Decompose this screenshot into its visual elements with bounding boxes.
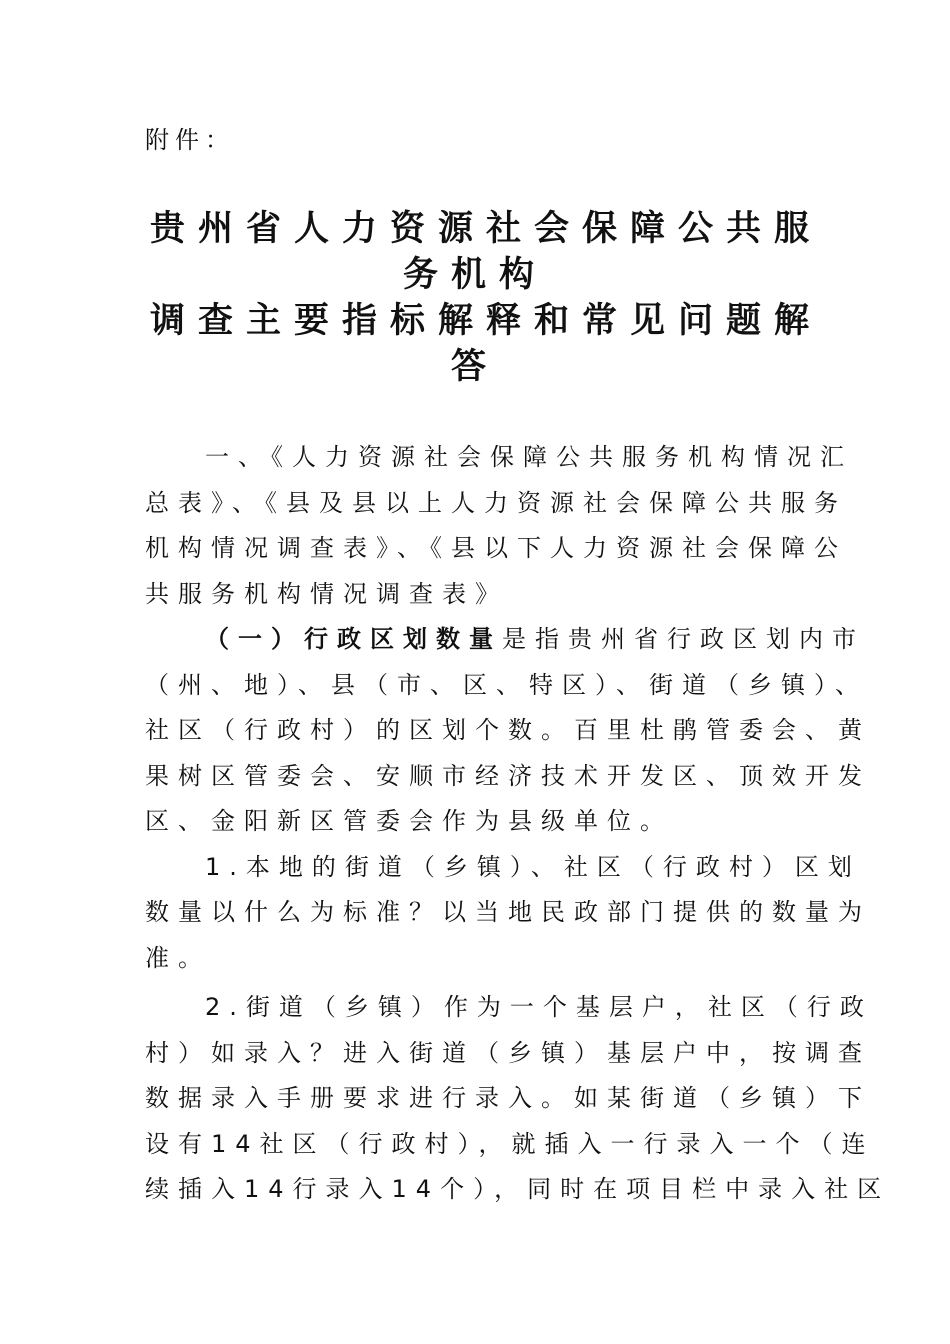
section-heading-line: 一、《人力资源社会保障公共服务机构情况汇 [205, 443, 853, 471]
paragraph-line: 社区（行政村）的区划个数。百里杜鹃管委会、黄 [145, 716, 871, 744]
section-heading-line: 共服务机构情况调查表》 [145, 579, 508, 608]
question-line: 准。 [145, 943, 211, 972]
question-line: 2.街道（乡镇）作为一个基层户，社区（行政 [205, 993, 873, 1021]
title-line: 调查主要指标解释和常见问题解 [150, 301, 823, 341]
document-body [145, 435, 891, 1213]
term-administrative-divisions: （一）行政区划数量 [205, 625, 502, 653]
question-line: 数据录入手册要求进行录入。如某街道（乡镇）下 [145, 1084, 871, 1112]
title-line: 务机构 [402, 255, 547, 295]
question-line: 村）如录入？进入街道（乡镇）基层户中，按调查 [145, 1038, 871, 1067]
section-heading-line: 总表》、《县及县以上人力资源社会保障公共服务 [145, 488, 847, 517]
paragraph-line [145, 617, 865, 663]
title-line: 答 [450, 347, 499, 387]
paragraph-line: 区、金阳新区管委会作为县级单位。 [145, 807, 673, 835]
question-line: 数量以什么为标准？以当地民政部门提供的数量为 [145, 898, 871, 926]
document-title [150, 206, 823, 390]
attachment-label: 附件： [145, 126, 235, 154]
section-heading-line: 机构情况调查表》、《县以下人力资源社会保障公 [145, 534, 847, 562]
paragraph-line: （州、地）、县（市、区、特区）、街道（乡镇）、 [145, 670, 868, 699]
title-line: 贵州省人力资源社会保障公共服 [150, 209, 823, 249]
paragraph-text: 是指贵州省行政区划内市 [502, 625, 865, 653]
paragraph-line: 果树区管委会、安顺市经济技术开发区、顶效开发 [145, 761, 871, 790]
question-line: 设有14社区（行政村），就插入一行录入一个（连 [145, 1129, 875, 1158]
question-line: 1.本地的街道（乡镇）、社区（行政村）区划 [205, 852, 861, 881]
question-line: 续插入14行录入14个），同时在项目栏中录入社区 [145, 1175, 891, 1203]
